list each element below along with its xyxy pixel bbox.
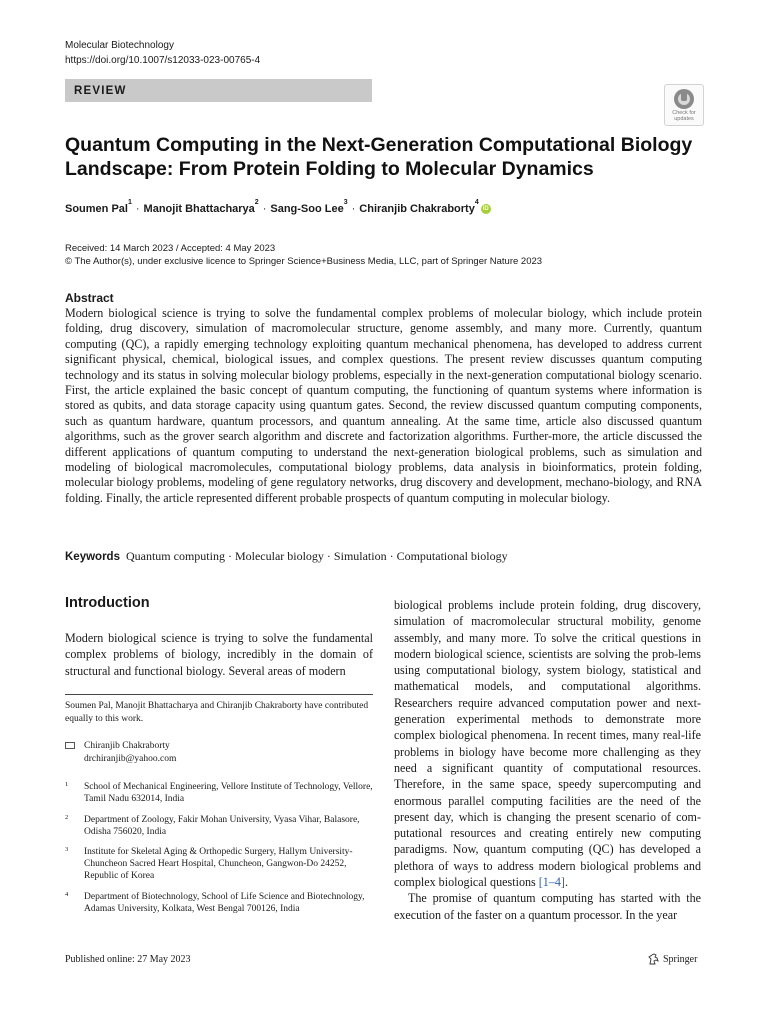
author-separator: ·: [135, 203, 140, 215]
author-name[interactable]: Sang-Soo Lee: [270, 203, 344, 215]
keywords-label: Keywords: [65, 551, 120, 563]
introduction-heading: Introduction: [65, 595, 150, 611]
badge-line-1: Check for: [672, 110, 696, 116]
paragraph-text: biological problems include protein folding, drug discovery, simulation of macromolecular structural mobility, genome assembly, and many more. To solve the critical questions in modern biological science, scientists are solving the prob-lems using computational biology, system biology, statistical and mathematical models, and computational algorithms. Researchers require advanced computation power and next-generation experimental methods to demonstrate more complex biological phenomena. In recent times, many real-life problems in biology have become more challenging as they need a significant quantity of computational resources. Therefore, in the same space, speedy supercomputing and enormous parallel computing facilities are the need of the present day, which is changing the present scenario of com-putational resources and creating entirely new computing paradigms. Now, quantum computing (QC) has developed a plethora of ways to address modern biological problems and complex biological questions: [394, 598, 701, 890]
springer-horse-icon: [648, 953, 659, 965]
published-online-date: Published online: 27 May 2023: [65, 954, 191, 965]
keywords-line: [65, 549, 508, 564]
affiliation-text: Department of Zoology, Fakir Mohan University, Vyasa Vihar, Balasore, Odisha 756020, India: [84, 815, 360, 838]
footnote-divider: [65, 694, 373, 695]
check-for-updates-badge[interactable]: [664, 84, 704, 126]
received-accepted-dates: Received: 14 March 2023 / Accepted: 4 May 2023: [65, 243, 276, 254]
affiliation-text: School of Mechanical Engineering, Vellore Institute of Technology, Vellore, Tamil Nadu 632014, India: [84, 782, 373, 805]
author-separator: ·: [262, 203, 267, 215]
author-name[interactable]: Chiranjib Chakraborty: [359, 203, 475, 215]
corresponding-author-name: Chiranjib Chakraborty: [84, 741, 170, 751]
citation-link[interactable]: [1–4]: [538, 875, 565, 890]
keywords-text: Quantum computing · Molecular biology · Simulation · Computational biology: [125, 549, 508, 563]
abstract-text: Modern biological science is trying to solve the fundamental complex problems of molecular biology, which include protein folding, drug discovery, simulation of macromolecular structure, genome assembly, and many more. Currently, quantum computing (QC), a rapidly emerging technology exploiting quantum mechanical phenomena, has developed to address current significant physical, chemical, biological issues, and complex questions. The present review discusses quantum computing technology and its status in solving molecular biology problems, especially in the next-generation computational biology scenario. First, the article explained the basic concept of quantum computing, the functioning of quantum systems where information is stored as qubits, and data storage capacity using quantum gates. Second, the review discussed quantum computing components, such as quantum hardware, quantum processors, and quantum annealing. At the same time, article also discussed quantum algorithms, such as the grover search algorithm and discrete and factorization algorithms. Further-more, the article discussed the different applications of quantum computing to understand the next-generation biological problems, such as simulation and modeling of biological macromolecules, computational biology problems, data analysis in bioinformatics, protein folding, molecular biology problems, modeling of gene regulatory networks, drug discovery and development, mechano-biology, and RNA folding. Finally, the article represented different probable prospects of quantum computing in molecular biology.: [65, 306, 702, 505]
author-name[interactable]: Soumen Pal: [65, 203, 128, 215]
article-title: Quantum Computing in the Next-Generation Computational Biology Landscape: From Protein Folding to Molecular Dynamics: [65, 134, 693, 180]
copyright-notice: © The Author(s), under exclusive licence to Springer Science+Business Media, LLC, part of Springer Nature 2023: [65, 256, 543, 267]
abstract-heading: Abstract: [65, 291, 114, 305]
affiliation-number: 2: [65, 814, 69, 821]
author-name[interactable]: Manojit Bhattacharya: [143, 203, 255, 215]
article-type-label: REVIEW: [74, 84, 127, 97]
affiliation-number: 4: [65, 891, 69, 898]
badge-line-2: updates: [674, 116, 694, 122]
publisher-logo: [648, 953, 697, 965]
author-separator: ·: [351, 203, 356, 215]
affiliation-text: Institute for Skeletal Aging & Orthopedic Surgery, Hallym University-Chuncheon Sacred Heart Hospital, Chuncheon, Gangwon-Do 24252, Republic of Korea: [84, 847, 353, 882]
orcid-icon[interactable]: iD: [482, 206, 489, 212]
article-type-band: [65, 79, 372, 102]
body-paragraph: [394, 597, 701, 890]
body-paragraph: The promise of quantum computing has started with the execution of the faster on a quantum processor. In the year: [394, 891, 701, 922]
corresponding-author-email[interactable]: drchiranjib@yahoo.com: [84, 754, 177, 764]
affiliation-number: 1: [65, 781, 69, 788]
right-column-body: [394, 597, 701, 923]
publisher-name: Springer: [663, 953, 698, 965]
introduction-paragraph: Modern biological science is trying to solve the fundamental complex problems of biology, incredibly in the domain of structural and functional biology. Several areas of modern: [65, 631, 373, 678]
doi-link[interactable]: https://doi.org/10.1007/s12033-023-00765-4: [65, 55, 261, 66]
equal-contribution-footnote: Soumen Pal, Manojit Bhattacharya and Chiranjib Chakraborty have contributed equally to this work.: [65, 701, 369, 724]
check-updates-icon: [673, 88, 695, 110]
envelope-icon: [65, 742, 75, 749]
affiliation-text: Department of Biotechnology, School of Life Science and Biotechnology, Adamas University, Kolkata, West Bengal 700126, India: [84, 892, 365, 915]
journal-name: Molecular Biotechnology: [65, 40, 174, 51]
author-list: Soumen Pal 1 · Manojit Bhattacharya 2 · Sang-Soo Lee 3 · Chiranjib Chakraborty 4 iD: [65, 199, 489, 215]
affiliation-number: 3: [65, 846, 69, 853]
paragraph-end: .: [564, 875, 568, 890]
